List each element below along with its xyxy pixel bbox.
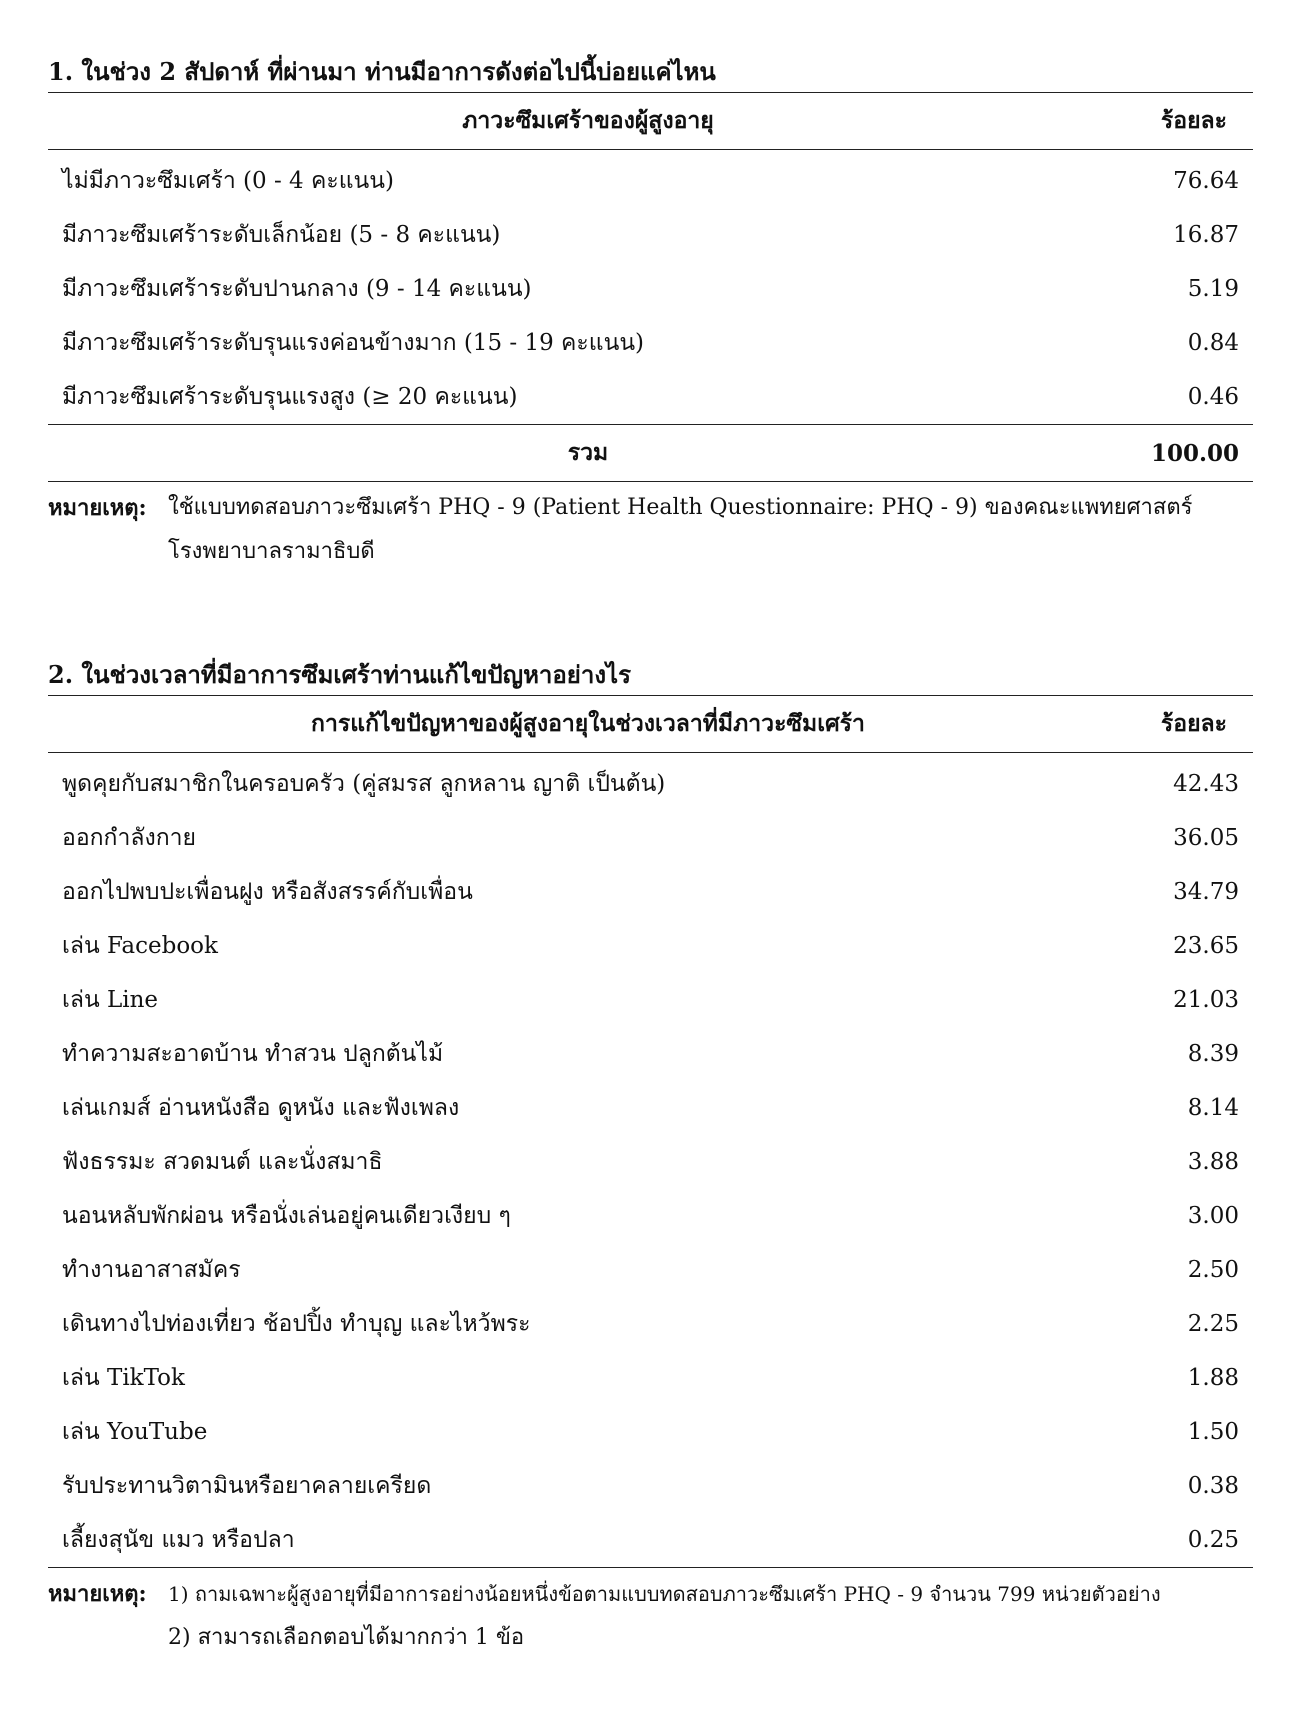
column-header-label: ภาวะซึมเศร้าของผู้สูงอายุ [48, 93, 1128, 150]
table-row [48, 1297, 1253, 1351]
row-label: เล่น YouTube [62, 1419, 208, 1445]
table-row [48, 1405, 1253, 1459]
row-value: 3.00 [1187, 1203, 1239, 1229]
row-label: รับประทานวิตามินหรือยาคลายเครียด [62, 1473, 432, 1499]
row-label: ทำงานอาสาสมัคร [62, 1257, 241, 1283]
table-row [48, 973, 1253, 1027]
note-label: หมายเหตุ: [48, 1581, 147, 1607]
total-label: รวม [48, 425, 1128, 482]
depression-level-table [48, 92, 1253, 482]
table-row [48, 1027, 1253, 1081]
row-label: ฟังธรรมะ สวดมนต์ และนั่งสมาธิ [62, 1149, 383, 1175]
row-value: 1.88 [1187, 1365, 1239, 1391]
row-value: 0.46 [1187, 384, 1239, 410]
row-label: มีภาวะซึมเศร้าระดับรุนแรงสูง (≥ 20 คะแนน) [62, 384, 518, 410]
table-row [48, 865, 1253, 919]
table-row [48, 919, 1253, 973]
row-label: พูดคุยกับสมาชิกในครอบครัว (คู่สมรส ลูกหลาน ญาติ เป็นต้น) [62, 771, 666, 797]
row-value: 8.14 [1187, 1095, 1239, 1121]
total-value: 100.00 [1128, 425, 1253, 482]
column-header-percent: ร้อยละ [1128, 93, 1253, 150]
table-row [48, 1081, 1253, 1135]
coping-methods-table [48, 695, 1253, 1568]
total-row [48, 425, 1253, 482]
row-value: 76.64 [1173, 168, 1239, 194]
row-value: 5.19 [1187, 276, 1239, 302]
row-value: 8.39 [1187, 1041, 1239, 1067]
table-row [48, 1459, 1253, 1513]
table-row [48, 1135, 1253, 1189]
row-label: เล่น Facebook [62, 933, 218, 959]
column-header-percent: ร้อยละ [1128, 696, 1253, 753]
row-value: 42.43 [1173, 771, 1239, 797]
row-label: มีภาวะซึมเศร้าระดับเล็กน้อย (5 - 8 คะแนน) [62, 222, 501, 248]
note-label: หมายเหตุ: [48, 495, 147, 521]
note-line: ใช้แบบทดสอบภาวะซึมเศร้า PHQ - 9 (Patient Health Questionnaire: PHQ - 9) ของคณะแพทยศาสตร์ [168, 495, 1193, 520]
section-title: 1. ในช่วง 2 สัปดาห์ ที่ผ่านมา ท่านมีอาการดังต่อไปนี้บ่อยแค่ไหน [48, 57, 716, 86]
table-note [48, 486, 1253, 574]
row-label: ไม่มีภาวะซึมเศร้า (0 - 4 คะแนน) [62, 168, 394, 194]
table-row [48, 1513, 1253, 1568]
section-title: 2. ในช่วงเวลาที่มีอาการซึมเศร้าท่านแก้ไขปัญหาอย่างไร [48, 660, 632, 689]
row-value: 23.65 [1173, 933, 1239, 959]
row-label: ทำความสะอาดบ้าน ทำสวน ปลูกต้นไม้ [62, 1041, 444, 1067]
row-label: เล่นเกมส์ อ่านหนังสือ ดูหนัง และฟังเพลง [62, 1095, 460, 1121]
table-row [48, 811, 1253, 865]
row-value: 34.79 [1173, 879, 1239, 905]
table-row [48, 1351, 1253, 1405]
table-row [48, 370, 1253, 425]
table-row [48, 262, 1253, 316]
row-label: เดินทางไปท่องเที่ยว ช้อปปิ้ง ทำบุญ และไหว้พระ [62, 1311, 531, 1337]
row-value: 3.88 [1187, 1149, 1239, 1175]
table-row [48, 150, 1253, 209]
table-note [48, 1572, 1253, 1660]
table-header-row [48, 93, 1253, 150]
section-depression-level [48, 52, 1253, 574]
row-label: เล่น TikTok [62, 1365, 185, 1391]
row-label: ออกกำลังกาย [62, 825, 197, 851]
row-value: 0.38 [1187, 1473, 1239, 1499]
note-line: โรงพยาบาลรามาธิบดี [168, 539, 375, 564]
row-value: 0.25 [1128, 1513, 1253, 1568]
row-value: 21.03 [1173, 987, 1239, 1013]
row-value: 36.05 [1173, 825, 1239, 851]
row-label: ออกไปพบปะเพื่อนฝูง หรือสังสรรค์กับเพื่อน [62, 879, 473, 905]
column-header-label: การแก้ไขปัญหาของผู้สูงอายุในช่วงเวลาที่มีภาวะซึมเศร้า [48, 696, 1128, 753]
row-label: เล่น Line [62, 987, 159, 1013]
table-row [48, 1189, 1253, 1243]
row-label: นอนหลับพักผ่อน หรือนั่งเล่นอยู่คนเดียวเงียบ ๆ [62, 1203, 511, 1229]
table-header-row [48, 696, 1253, 753]
row-value: 2.25 [1187, 1311, 1239, 1337]
row-value: 2.50 [1187, 1257, 1239, 1283]
section-coping-methods [48, 655, 1253, 1660]
row-value: 1.50 [1187, 1419, 1239, 1445]
table-row [48, 316, 1253, 370]
table-row [48, 1243, 1253, 1297]
note-line: 2) สามารถเลือกตอบได้มากกว่า 1 ข้อ [168, 1625, 525, 1650]
note-line: 1) ถามเฉพาะผู้สูงอายุที่มีอาการอย่างน้อยหนึ่งข้อตามแบบทดสอบภาวะซึมเศร้า PHQ - 9 จำนวน 799 หน่วยตัวอย่าง [168, 1582, 1161, 1606]
row-label: มีภาวะซึมเศร้าระดับรุนแรงค่อนข้างมาก (15 - 19 คะแนน) [62, 330, 645, 356]
row-value: 16.87 [1173, 222, 1239, 248]
table-row [48, 208, 1253, 262]
row-label: เลี้ยงสุนัข แมว หรือปลา [48, 1513, 1128, 1568]
row-label: มีภาวะซึมเศร้าระดับปานกลาง (9 - 14 คะแนน) [62, 276, 532, 302]
table-row [48, 753, 1253, 812]
row-value: 0.84 [1187, 330, 1239, 356]
